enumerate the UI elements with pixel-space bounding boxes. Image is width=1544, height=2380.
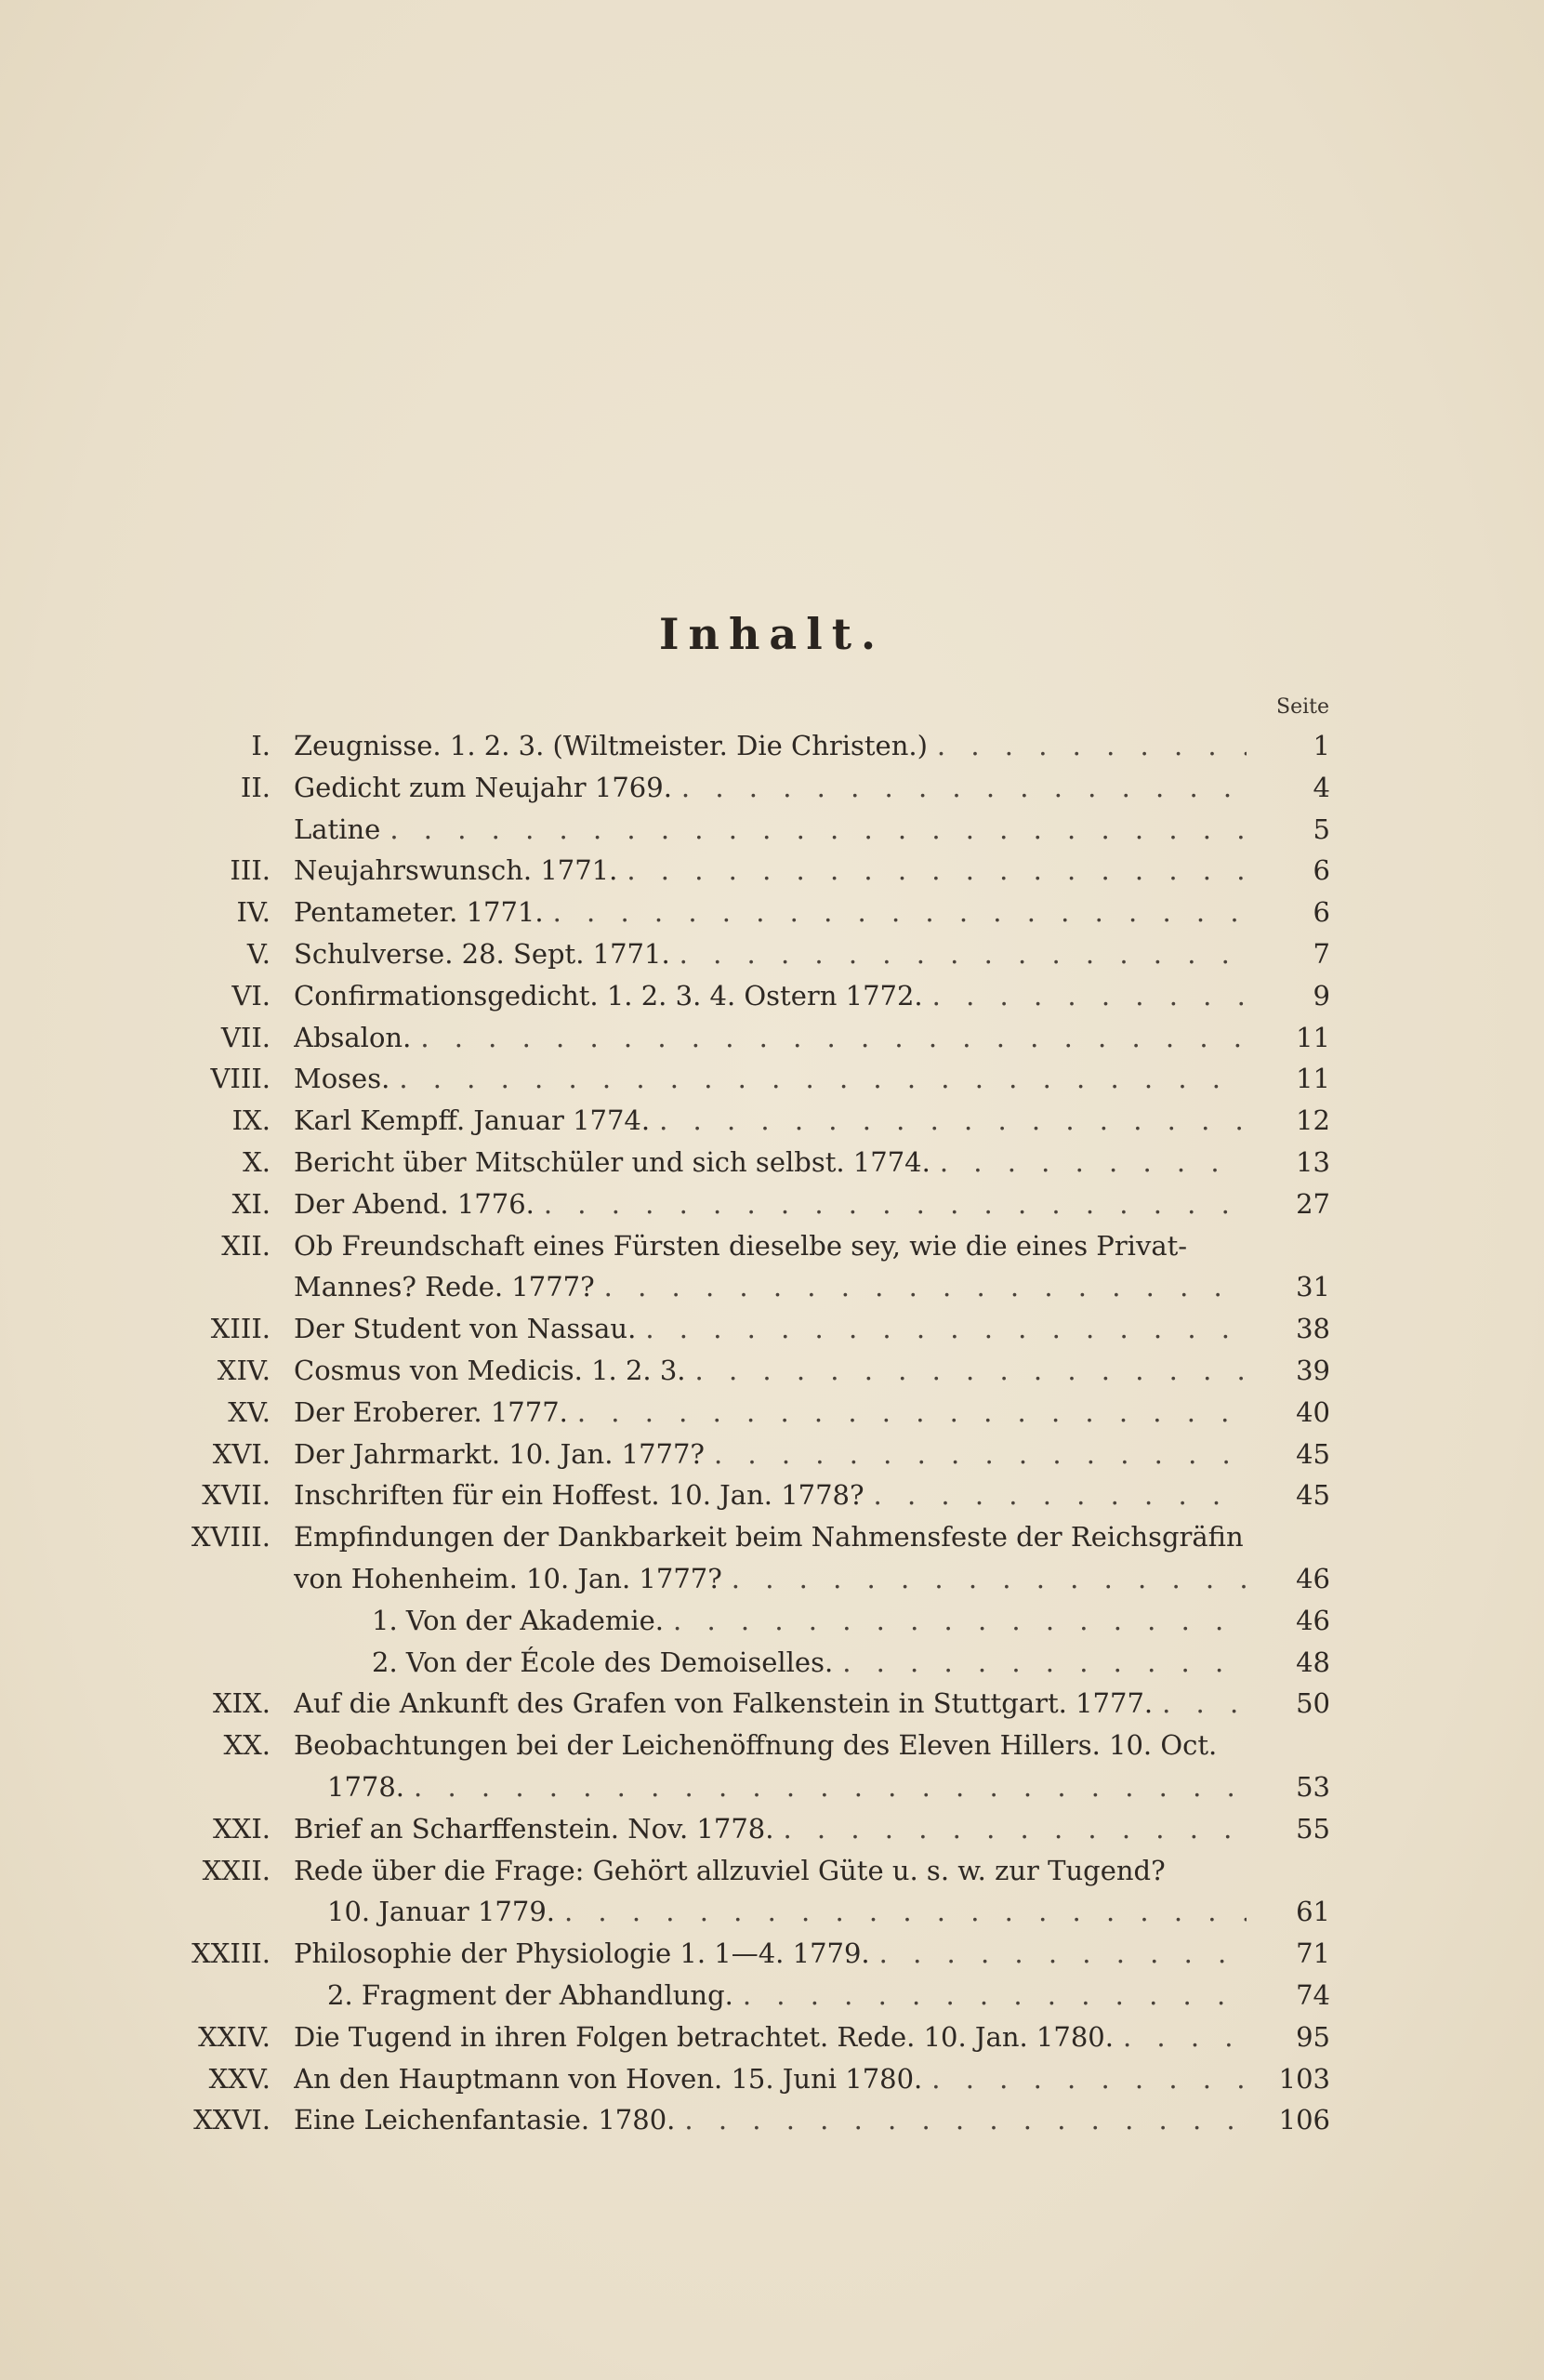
entry-title-line — [294, 1808, 1247, 1849]
entry-title-line — [327, 1891, 1247, 1932]
entry-page-number: 6 — [1313, 854, 1330, 886]
entry-page-number: 45 — [1296, 1438, 1330, 1470]
dot-leader — [937, 725, 1247, 766]
entry-page-number: 40 — [1296, 1396, 1330, 1428]
entry-page-number: 74 — [1296, 1979, 1330, 2011]
dot-leader — [645, 1308, 1247, 1349]
entry-page-number: 61 — [1296, 1896, 1330, 1927]
toc-entry — [0, 1308, 1544, 1349]
entry-number: XIII. — [210, 1313, 271, 1344]
dot-leader — [842, 1642, 1247, 1683]
entry-page-number: 95 — [1296, 2021, 1330, 2053]
dot-leader — [673, 1600, 1247, 1641]
entry-title-line — [294, 1058, 1247, 1099]
toc-entry — [0, 1850, 1544, 1891]
entry-number: VII. — [220, 1022, 271, 1053]
entry-title-line — [294, 1225, 1247, 1266]
entry-title: Beobachtungen bei der Leichenöffnung des Eleven Hillers. 10. Oct. — [294, 1729, 1218, 1761]
entry-title-line — [294, 850, 1247, 891]
toc-entry — [0, 725, 1544, 766]
dot-leader — [577, 1392, 1247, 1433]
toc-entry — [0, 1058, 1544, 1099]
entry-title-line — [294, 2099, 1247, 2140]
dot-leader — [627, 850, 1247, 891]
entry-title-line — [372, 1600, 1247, 1641]
entry-number: XVIII. — [191, 1521, 271, 1553]
entry-title-line — [294, 1183, 1247, 1224]
entry-title: Bericht über Mitschüler und sich selbst. 1774. — [294, 1146, 930, 1178]
entry-number: XXIII. — [191, 1937, 271, 1969]
entry-title: Absalon. — [294, 1022, 412, 1053]
entry-title-line — [294, 1516, 1247, 1557]
toc-entry — [0, 1474, 1544, 1515]
entry-page-number: 12 — [1296, 1104, 1330, 1136]
toc-entry — [0, 2016, 1544, 2057]
entry-title: Moses. — [294, 1063, 390, 1094]
page-title: Inhalt. — [659, 609, 885, 659]
entry-title-line — [294, 1142, 1247, 1183]
toc-entry — [0, 1558, 1544, 1599]
entry-title: Empfindungen der Dankbarkeit beim Nahmensfeste der Reichsgräfin — [294, 1521, 1244, 1553]
entry-title-line — [294, 1308, 1247, 1349]
entry-title-line — [294, 2058, 1247, 2099]
entry-title-line — [294, 809, 1247, 850]
entry-page-number: 5 — [1313, 813, 1330, 845]
entry-title-line — [327, 1975, 1247, 2016]
toc-entry — [0, 1642, 1544, 1683]
entry-number: I. — [251, 730, 271, 761]
entry-page-number: 7 — [1313, 938, 1330, 970]
toc-entry — [0, 2099, 1544, 2140]
entry-title: 2. Von der École des Demoiselles. — [372, 1646, 834, 1678]
toc-entry — [0, 1392, 1544, 1433]
entry-page-number: 11 — [1296, 1063, 1330, 1094]
toc-entry — [0, 1350, 1544, 1391]
toc-entry — [0, 1434, 1544, 1474]
entry-page-number: 71 — [1296, 1937, 1330, 1969]
entry-page-number: 9 — [1313, 980, 1330, 1012]
entry-title: 10. Januar 1779. — [327, 1896, 555, 1927]
entry-page-number: 55 — [1296, 1813, 1330, 1844]
dot-leader — [680, 933, 1247, 974]
entry-page-number: 11 — [1296, 1022, 1330, 1053]
entry-page-number: 1 — [1313, 730, 1330, 761]
entry-title: 2. Fragment der Abhandlung. — [327, 1979, 733, 2011]
entry-title-line — [372, 1642, 1247, 1683]
dot-leader — [684, 2099, 1247, 2140]
entry-title-line — [294, 933, 1247, 974]
toc-entry — [0, 1975, 1544, 2016]
entry-page-number: 4 — [1313, 772, 1330, 803]
entry-title-line — [294, 1017, 1247, 1058]
entry-title: Gedicht zum Neujahr 1769. — [294, 772, 672, 803]
entry-number: X. — [243, 1146, 271, 1178]
entry-title-line — [294, 1392, 1247, 1433]
entry-page-number: 48 — [1296, 1646, 1330, 1678]
entry-title: Cosmus von Medicis. 1. 2. 3. — [294, 1355, 686, 1386]
entry-number: XX. — [223, 1729, 271, 1761]
entry-page-number: 53 — [1296, 1771, 1330, 1803]
entry-page-number: 31 — [1296, 1271, 1330, 1302]
entry-title: Mannes? Rede. 1777? — [294, 1271, 595, 1302]
dot-leader — [743, 1975, 1247, 2016]
entry-number: XXI. — [213, 1813, 271, 1844]
dot-leader — [931, 2058, 1247, 2099]
toc-entry — [0, 975, 1544, 1016]
entry-title: 1. Von der Akademie. — [372, 1605, 665, 1636]
toc-entry — [0, 892, 1544, 932]
entry-title: Philosophie der Physiologie 1. 1—4. 1779. — [294, 1937, 870, 1969]
entry-page-number: 6 — [1313, 896, 1330, 928]
entry-title: Karl Kempff. Januar 1774. — [294, 1104, 651, 1136]
toc-entry — [0, 1100, 1544, 1141]
entry-page-number: 45 — [1296, 1479, 1330, 1511]
dot-leader — [604, 1266, 1247, 1307]
entry-title-line — [294, 1434, 1247, 1474]
entry-title: Inschriften für ein Hoffest. 10. Jan. 1778? — [294, 1479, 864, 1511]
entry-page-number: 103 — [1278, 2063, 1330, 2095]
dot-leader — [732, 1558, 1247, 1599]
entry-number: XXVI. — [193, 2104, 271, 2135]
entry-title: Der Jahrmarkt. 10. Jan. 1777? — [294, 1438, 705, 1470]
toc-entry — [0, 1600, 1544, 1641]
entry-title: Confirmationsgedicht. 1. 2. 3. 4. Ostern 1772. — [294, 980, 923, 1012]
dot-leader — [1162, 1683, 1247, 1724]
entry-title: Auf die Ankunft des Grafen von Falkenstein in Stuttgart. 1777. — [294, 1687, 1154, 1719]
entry-title-line — [294, 1350, 1247, 1391]
toc-entry — [0, 1808, 1544, 1849]
dot-leader — [874, 1474, 1247, 1515]
entry-title: von Hohenheim. 10. Jan. 1777? — [294, 1563, 722, 1594]
toc-entry — [0, 850, 1544, 891]
entry-number: XVI. — [212, 1438, 271, 1470]
dot-leader — [544, 1183, 1247, 1224]
entry-title: Eine Leichenfantasie. 1780. — [294, 2104, 676, 2135]
entry-title: Rede über die Frage: Gehört allzuviel Güte u. s. w. zur Tugend? — [294, 1855, 1166, 1886]
entry-page-number: 27 — [1296, 1188, 1330, 1220]
entry-page-number: 50 — [1296, 1687, 1330, 1719]
dot-leader — [783, 1808, 1247, 1849]
entry-title: Der Abend. 1776. — [294, 1188, 534, 1220]
entry-number: XIV. — [217, 1355, 271, 1386]
entry-number: III. — [230, 854, 271, 886]
dot-leader — [1123, 2016, 1247, 2057]
toc-entry — [0, 1266, 1544, 1307]
dot-leader — [564, 1891, 1247, 1932]
dot-leader — [553, 892, 1247, 932]
dot-leader — [659, 1100, 1247, 1141]
toc-entry — [0, 1142, 1544, 1183]
entry-title-line — [294, 1558, 1247, 1599]
dot-leader — [414, 1766, 1247, 1807]
dot-leader — [695, 1350, 1247, 1391]
toc-entry — [0, 1017, 1544, 1058]
entry-title-line — [294, 1933, 1247, 1974]
entry-title: Zeugnisse. 1. 2. 3. (Wiltmeister. Die Christen.) — [294, 730, 928, 761]
entry-title-line — [294, 767, 1247, 808]
toc-entry — [0, 767, 1544, 808]
entry-page-number: 106 — [1278, 2104, 1330, 2135]
entry-number: VI. — [231, 980, 271, 1012]
entry-number: XXV. — [208, 2063, 271, 2095]
toc-entry — [0, 1933, 1544, 1974]
entry-title-line — [294, 1266, 1247, 1307]
toc-entry — [0, 2058, 1544, 2099]
dot-leader — [879, 1933, 1247, 1974]
toc-entry — [0, 1225, 1544, 1266]
entry-page-number: 13 — [1296, 1146, 1330, 1178]
toc-entry — [0, 1891, 1544, 1932]
entry-title-line — [294, 725, 1247, 766]
toc-entry — [0, 1725, 1544, 1765]
entry-title: Ob Freundschaft eines Fürsten dieselbe sey, wie die eines Privat- — [294, 1230, 1188, 1262]
seite-label: Seite — [1276, 695, 1329, 719]
entry-number: XV. — [228, 1396, 271, 1428]
toc-entry — [0, 933, 1544, 974]
entry-number: IX. — [231, 1104, 271, 1136]
entry-number: XII. — [221, 1230, 271, 1262]
entry-number: XI. — [231, 1188, 271, 1220]
entry-title-line — [294, 975, 1247, 1016]
entry-title: Schulverse. 28. Sept. 1771. — [294, 938, 670, 970]
toc-entry — [0, 809, 1544, 850]
entry-title: Pentameter. 1771. — [294, 896, 544, 928]
dot-leader — [714, 1434, 1247, 1474]
entry-number: XXIV. — [198, 2021, 271, 2053]
toc-entry — [0, 1183, 1544, 1224]
entry-title: Der Student von Nassau. — [294, 1313, 637, 1344]
entry-title: Neujahrswunsch. 1771. — [294, 854, 618, 886]
dot-leader — [940, 1142, 1247, 1183]
dot-leader — [681, 767, 1247, 808]
toc-entry — [0, 1766, 1544, 1807]
entry-title-line — [294, 2016, 1247, 2057]
entry-page-number: 46 — [1296, 1605, 1330, 1636]
dot-leader — [932, 975, 1247, 1016]
entry-number: VIII. — [210, 1063, 271, 1094]
entry-title: Der Eroberer. 1777. — [294, 1396, 568, 1428]
entry-page-number: 46 — [1296, 1563, 1330, 1594]
entry-number: XIX. — [213, 1687, 271, 1719]
entry-title-line — [327, 1766, 1247, 1807]
entry-title: 1778. — [327, 1771, 405, 1803]
dot-leader — [399, 1058, 1247, 1099]
entry-title: Brief an Scharffenstein. Nov. 1778. — [294, 1813, 774, 1844]
entry-number: XXII. — [202, 1855, 271, 1886]
entry-title-line — [294, 1100, 1247, 1141]
entry-title: Die Tugend in ihren Folgen betrachtet. Rede. 10. Jan. 1780. — [294, 2021, 1114, 2053]
entry-number: IV. — [236, 896, 271, 928]
entry-title: An den Hauptmann von Hoven. 15. Juni 1780. — [294, 2063, 923, 2095]
entry-page-number: 39 — [1296, 1355, 1330, 1386]
toc-entry — [0, 1516, 1544, 1557]
entry-title-line — [294, 1474, 1247, 1515]
toc-entry — [0, 1683, 1544, 1724]
entry-number: V. — [246, 938, 271, 970]
entry-number: XVII. — [202, 1479, 271, 1511]
entry-title-line — [294, 892, 1247, 932]
dot-leader — [389, 809, 1247, 850]
entry-title: Latine — [294, 813, 381, 845]
entry-title-line — [294, 1850, 1247, 1891]
entry-page-number: 38 — [1296, 1313, 1330, 1344]
entry-title-line — [294, 1683, 1247, 1724]
entry-number: II. — [240, 772, 271, 803]
dot-leader — [420, 1017, 1247, 1058]
entry-title-line — [294, 1725, 1247, 1765]
